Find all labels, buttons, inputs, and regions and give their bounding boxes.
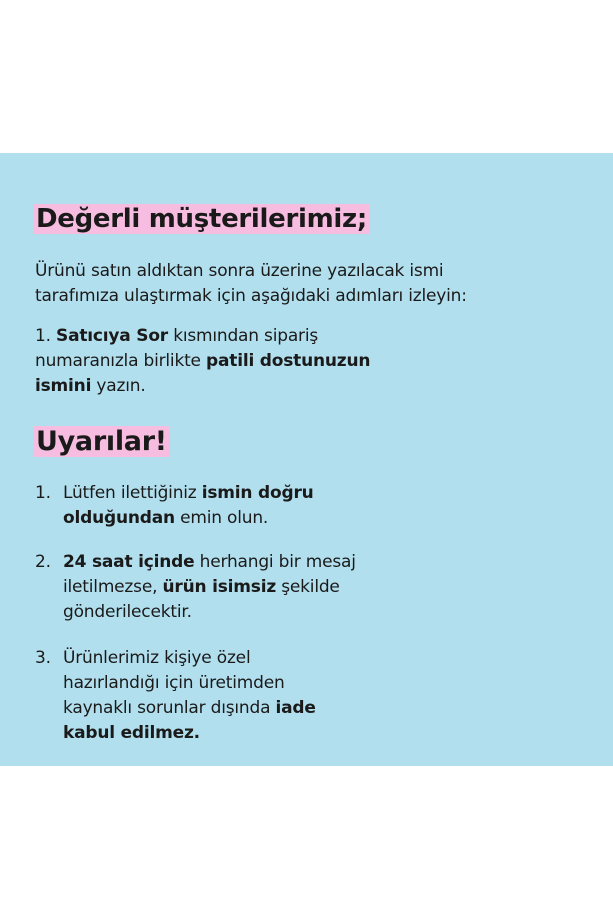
intro-paragraph bbox=[35, 259, 467, 309]
customers-heading bbox=[33, 200, 370, 238]
warning-number: 1. bbox=[35, 483, 51, 503]
step-paragraph bbox=[35, 324, 370, 399]
step-text-3: yazın. bbox=[91, 376, 146, 396]
warning-number: 2. bbox=[35, 552, 51, 572]
warning-3-text-b: hazırlandığı için üretimden bbox=[63, 673, 285, 693]
warning-2-text-d: gönderilecektir. bbox=[63, 602, 192, 622]
warning-3-text-c: kaynaklı sorunlar dışında bbox=[63, 698, 276, 718]
warning-2-text-a: herhangi bir mesaj bbox=[194, 552, 356, 572]
warning-text bbox=[63, 481, 314, 531]
ask-seller-label: Satıcıya Sor bbox=[56, 326, 168, 346]
warning-3-bold-a: iade bbox=[275, 698, 316, 718]
warning-text bbox=[63, 550, 356, 625]
warning-2-bold-a: 24 saat içinde bbox=[63, 552, 195, 572]
warning-1-text-a: Lütfen ilettiğiniz bbox=[63, 483, 202, 503]
customers-heading-highlight: Değerli müşterilerimiz; bbox=[33, 204, 370, 234]
intro-line-2: tarafımıza ulaştırmak için aşağıdaki adımları izleyin: bbox=[35, 286, 467, 306]
warnings-heading bbox=[33, 423, 170, 461]
step-text-2: numaranızla birlikte bbox=[35, 351, 207, 371]
pet-name-bold-1: patili dostunuzun bbox=[206, 351, 371, 371]
warning-1-bold-a: ismin doğru bbox=[201, 483, 314, 503]
warning-3-bold-b: kabul edilmez. bbox=[63, 723, 200, 743]
warning-number: 3. bbox=[35, 648, 51, 668]
warning-2-text-b: iletilmezse, bbox=[63, 577, 163, 597]
pet-name-bold-2: ismini bbox=[35, 376, 92, 396]
step-prefix: 1. bbox=[35, 326, 57, 346]
intro-line-1: Ürünü satın aldıktan sonra üzerine yazılacak ismi bbox=[35, 261, 444, 281]
step-text-1: kısmından sipariş bbox=[167, 326, 319, 346]
warning-1-text-b: emin olun. bbox=[174, 508, 269, 528]
warning-1-bold-b: olduğundan bbox=[63, 508, 175, 528]
warnings-heading-highlight: Uyarılar! bbox=[33, 426, 170, 457]
warning-3-text-a: Ürünlerimiz kişiye özel bbox=[63, 648, 251, 668]
warning-2-text-c: şekilde bbox=[276, 577, 340, 597]
warning-text bbox=[63, 646, 316, 746]
warning-2-bold-b: ürün isimsiz bbox=[162, 577, 277, 597]
